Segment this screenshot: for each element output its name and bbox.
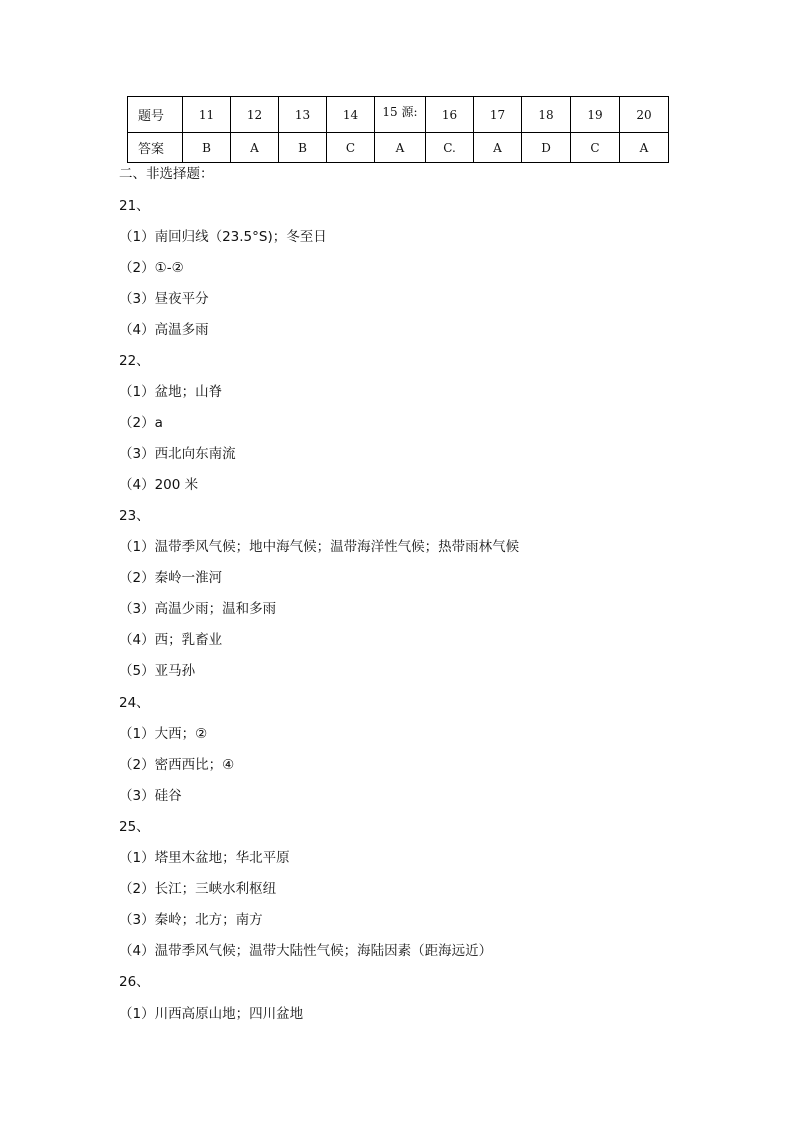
question-number-cell: 19 xyxy=(571,97,620,133)
answer-table xyxy=(127,96,669,163)
answer-line: （3）高温少雨；温和多雨 xyxy=(119,601,277,617)
answer-line: （2）秦岭一淮河 xyxy=(119,570,223,586)
answer-cell: B xyxy=(183,133,231,163)
answer-cell: A xyxy=(474,133,522,163)
question-number-cell: 13 xyxy=(279,97,327,133)
answer-line: （3）西北向东南流 xyxy=(119,446,236,462)
answer-label: 答案 xyxy=(128,133,183,163)
answer-line: （1）大西；② xyxy=(119,726,208,742)
answer-line: （4）200 米 xyxy=(119,477,199,493)
question-number-cell: 11 xyxy=(183,97,231,133)
question-number-cell: 18 xyxy=(522,97,571,133)
question-heading: 23、 xyxy=(119,508,150,524)
answer-line: （1）温带季风气候；地中海气候；温带海洋性气候；热带雨林气候 xyxy=(119,539,520,555)
answer-cell: A xyxy=(375,133,426,163)
question-heading: 21、 xyxy=(119,198,150,214)
answer-line: （4）温带季风气候；温带大陆性气候；海陆因素（距海远近） xyxy=(119,943,493,959)
answer-line: （2）a xyxy=(119,415,163,431)
question-number-cell: 14 xyxy=(327,97,375,133)
question-number-cell: 15 源: xyxy=(375,97,426,133)
question-number-cell: 16 xyxy=(426,97,474,133)
answer-line: （2）密西西比；④ xyxy=(119,757,235,773)
answer-cell: C xyxy=(571,133,620,163)
question-heading: 24、 xyxy=(119,695,150,711)
answer-line: （3）昼夜平分 xyxy=(119,291,209,307)
answer-line: （1）塔里木盆地；华北平原 xyxy=(119,850,290,866)
answer-line: （3）硅谷 xyxy=(119,788,182,804)
answer-cell: A xyxy=(231,133,279,163)
question-number-cell: 20 xyxy=(620,97,669,133)
answer-line: （3）秦岭；北方；南方 xyxy=(119,912,263,928)
answer-line: （1）盆地；山脊 xyxy=(119,384,223,400)
answer-line: （4）高温多雨 xyxy=(119,322,209,338)
question-number-cell: 12 xyxy=(231,97,279,133)
section-title: 二、非选择题： xyxy=(119,166,214,182)
answer-cell: C xyxy=(327,133,375,163)
answer-row xyxy=(128,133,669,163)
question-number-cell: 17 xyxy=(474,97,522,133)
answer-line: （5）亚马孙 xyxy=(119,663,196,679)
answer-line: （1）南回归线（23.5°S)；冬至日 xyxy=(119,229,327,245)
answer-line: （2）长江；三峡水利枢纽 xyxy=(119,881,277,897)
question-heading: 26、 xyxy=(119,974,150,990)
answer-line: （2）①-② xyxy=(119,260,184,276)
question-number-label: 题号 xyxy=(128,97,183,133)
answer-cell: D xyxy=(522,133,571,163)
answer-cell: A xyxy=(620,133,669,163)
answer-line: （4）西；乳畜业 xyxy=(119,632,223,648)
question-heading: 22、 xyxy=(119,353,150,369)
answer-cell: B xyxy=(279,133,327,163)
question-heading: 25、 xyxy=(119,819,150,835)
question-number-row xyxy=(128,97,669,133)
answer-cell: C. xyxy=(426,133,474,163)
answer-line: （1）川西高原山地；四川盆地 xyxy=(119,1006,304,1022)
